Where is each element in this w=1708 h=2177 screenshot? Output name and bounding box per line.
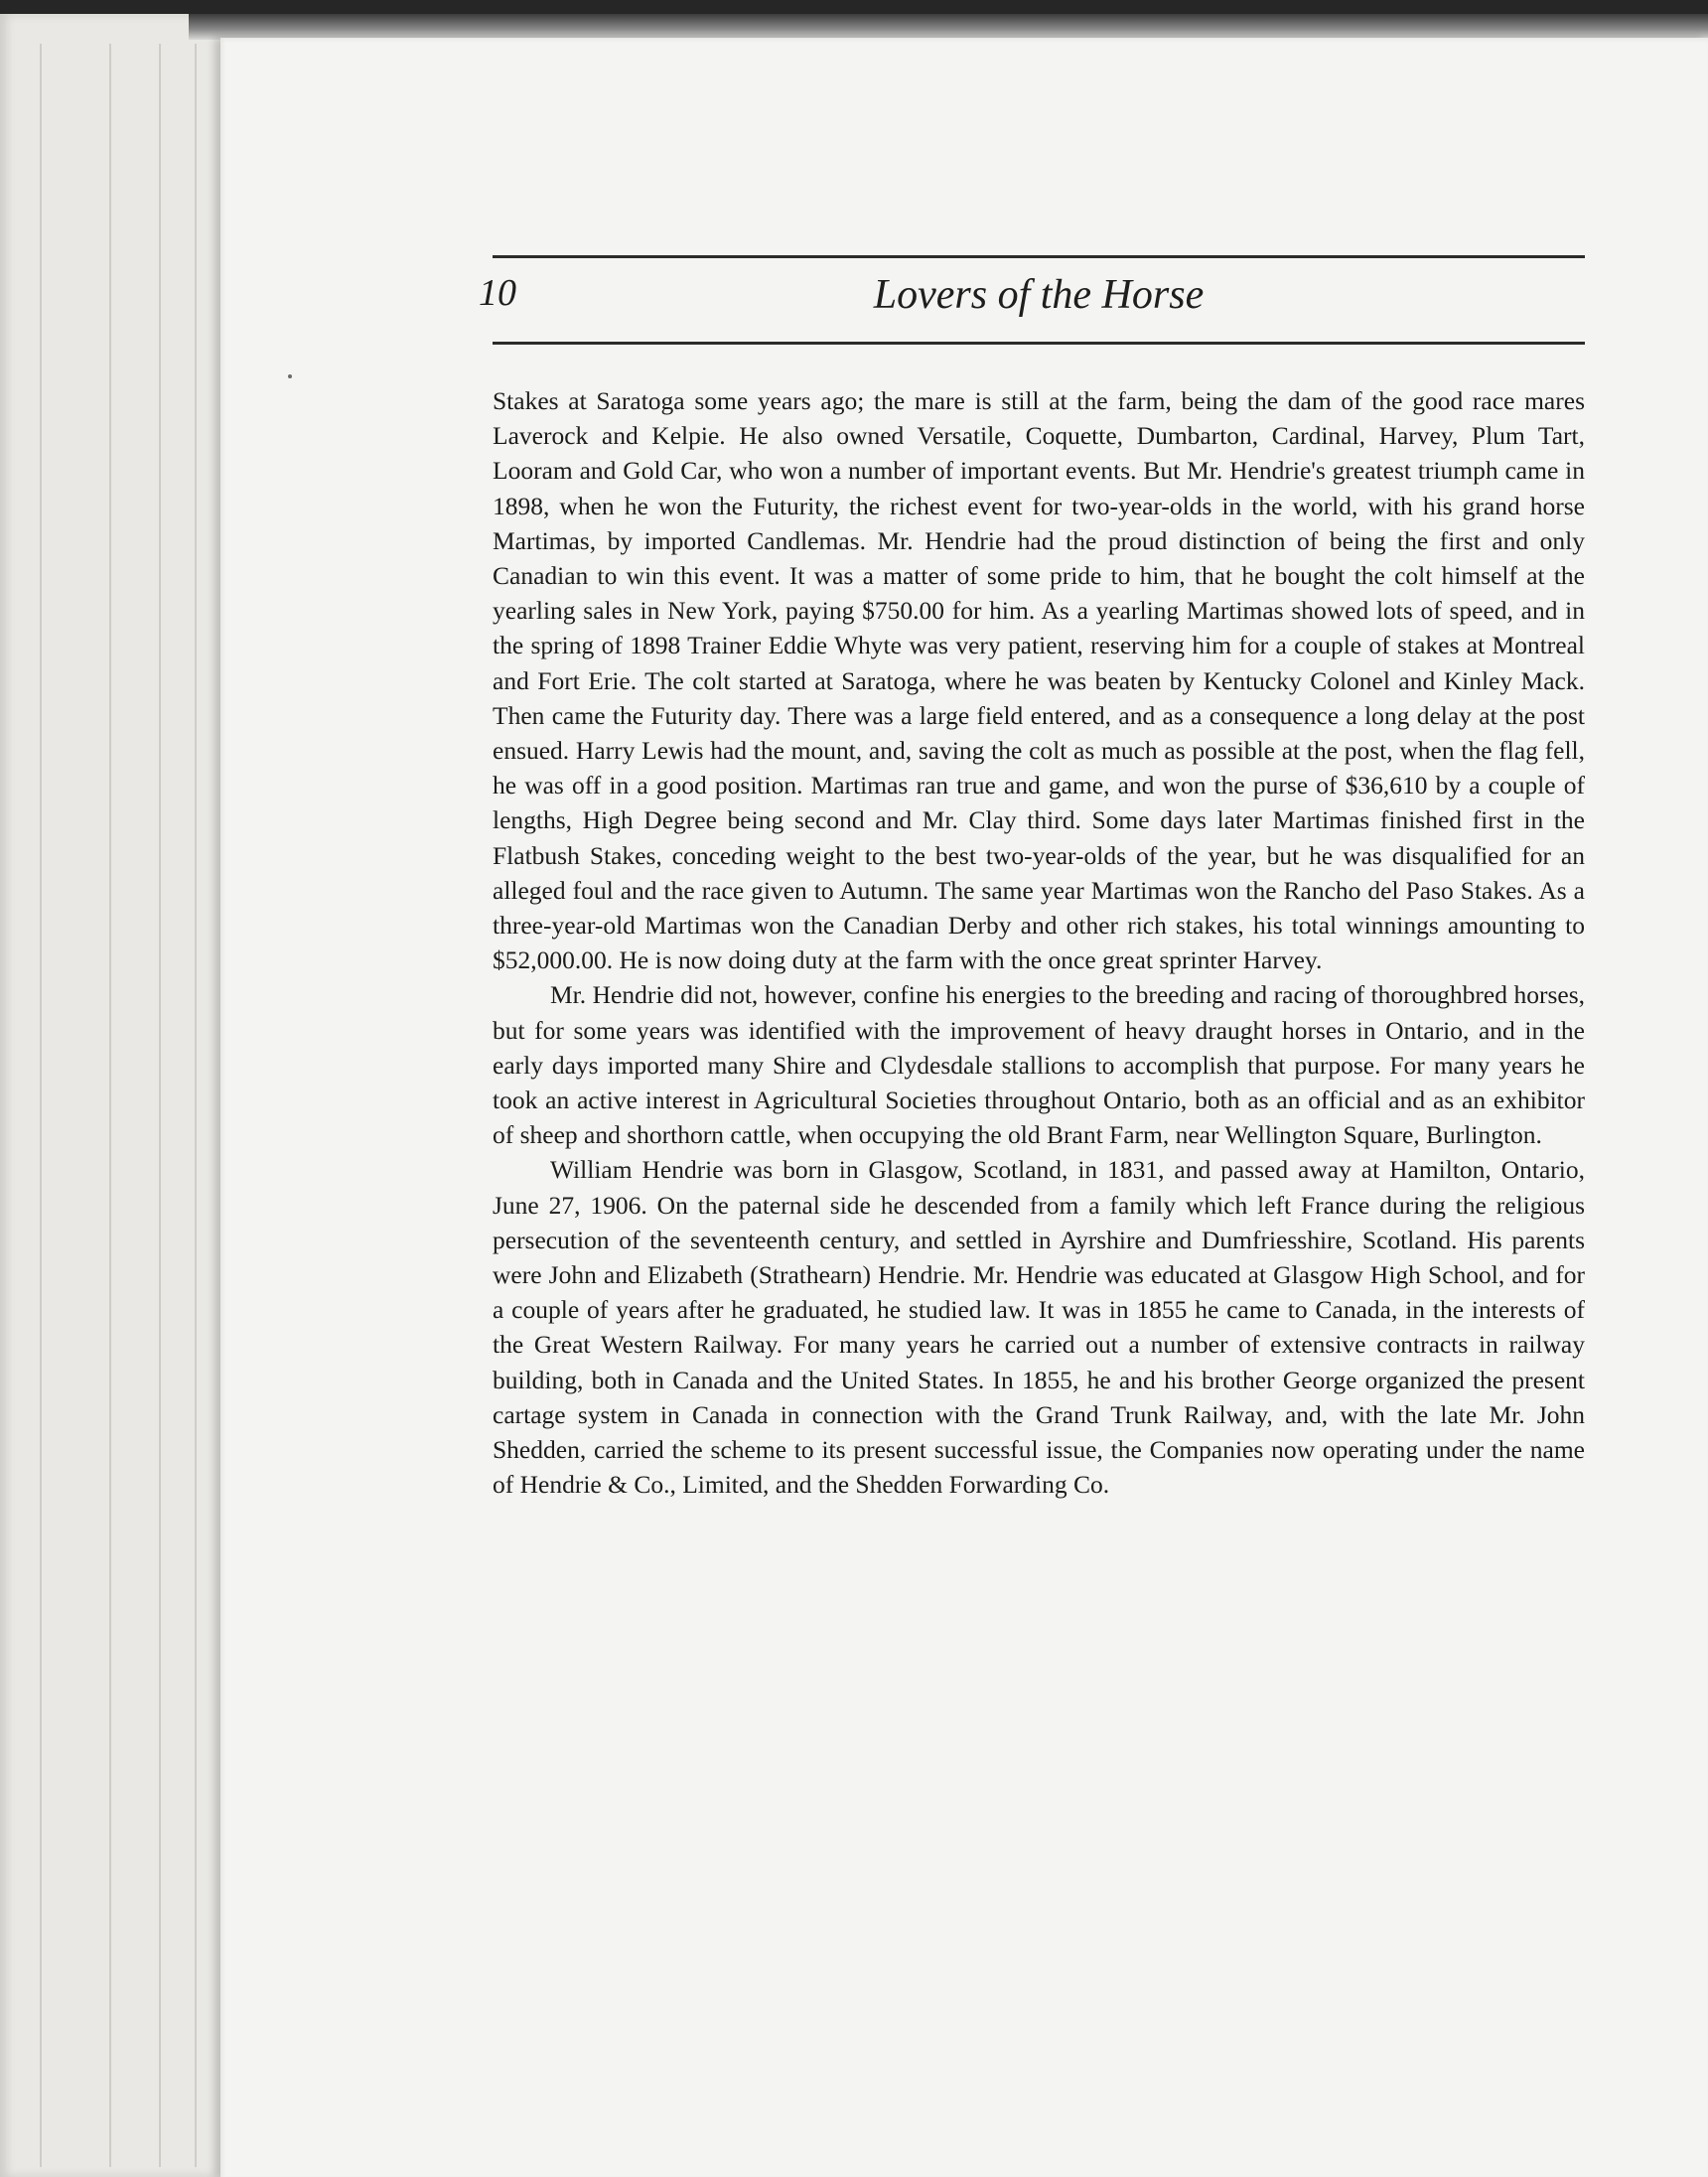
page-edge-line [159,44,161,2167]
paper-speck [288,374,292,378]
header-bottom-rule [493,342,1585,345]
page-edge-line [40,44,42,2167]
page-number: 10 [479,272,516,314]
running-head-title: Lovers of the Horse [873,272,1205,318]
page-edge-line [195,44,197,2167]
page-edge-line [109,44,111,2167]
page-top-shadow [189,14,1708,40]
paragraph: Mr. Hendrie did not, however, confine his energies to the breeding and racing of thoroughbred horses, but for some years was identified with the improvement of heavy draught horses in Ontario, and in the early days imported many Shire and Clydesdale stallions to accomplish that purpose. For many years he took an active interest in Agricultural Societies throughout Ontario, both as an official and as an exhibitor of sheep and shorthorn cattle, when occupying the old Brant Farm, near Wellington Square, Burlington. [493,980,1585,1150]
paragraph: William Hendrie was born in Glasgow, Scotland, in 1831, and passed away at Hamilton, Ontario, June 27, 1906. On the paternal side he descended from a family which left France during the religious persecution of the seventeenth century, and settled in Ayrshire and Dumfriesshire, Scotland. His parents were John and Elizabeth (Strathearn) Hendrie. Mr. Hendrie was educated at Glasgow High School, and for a couple of years after he graduated, he studied law. It was in 1855 he came to Canada, in the interests of the Great Western Railway. For many years he carried out a number of extensive contracts in railway building, both in Canada and the United States. In 1855, he and his brother George organized the present cartage system in Canada in connection with the Grand Trunk Railway, and, with the late Mr. John Shedden, carried the scheme to its present successful issue, the Companies now operating under the name of Hendrie & Co., Limited, and the Shedden Forwarding Co. [493,1155,1585,1500]
paragraph: Stakes at Saratoga some years ago; the mare is still at the farm, being the dam of the good race mares Laverock and Kelpie. He also owned Versatile, Coquette, Dumbarton, Cardinal, Harvey, Plum Tart, Looram and Gold Car, who won a number of important events. But Mr. Hendrie's greatest triumph came in 1898, when he won the Futurity, the richest event for two-year-olds in the world, with his grand horse Martimas, by imported Candlemas. Mr. Hendrie had the proud distinction of being the first and only Canadian to win this event. It was a matter of some pride to him, that he bought the colt himself at the yearling sales in New York, paying $750.00 for him. As a yearling Martimas showed lots of speed, and in the spring of 1898 Trainer Eddie Whyte was very patient, reserving him for a couple of stakes at Montreal and Fort Erie. The colt started at Saratoga, where he was beaten by Kentucky Colonel and Kinley Mack. Then came the Futurity day. There was a large field entered, and as a consequence a long delay at the post ensued. Harry Lewis had the mount, and, saving the colt as much as possible at the post, when the flag fell, he was off in a good position. Martimas ran true and game, and won the purse of $36,610 by a couple of lengths, High Degree being second and Mr. Clay third. Some days later Martimas finished first in the Flatbush Stakes, conceding weight to the best two-year-olds of the year, but he was disqualified for an alleged foul and the race given to Autumn. The same year Martimas won the Rancho del Paso Stakes. As a three-year-old Martimas won the Canadian Derby and other rich stakes, his total winnings amounting to $52,000.00. He is now doing duty at the farm with the once great sprinter Harvey. [493,386,1585,975]
body-text [493,383,1585,1503]
header-top-rule [493,255,1585,258]
